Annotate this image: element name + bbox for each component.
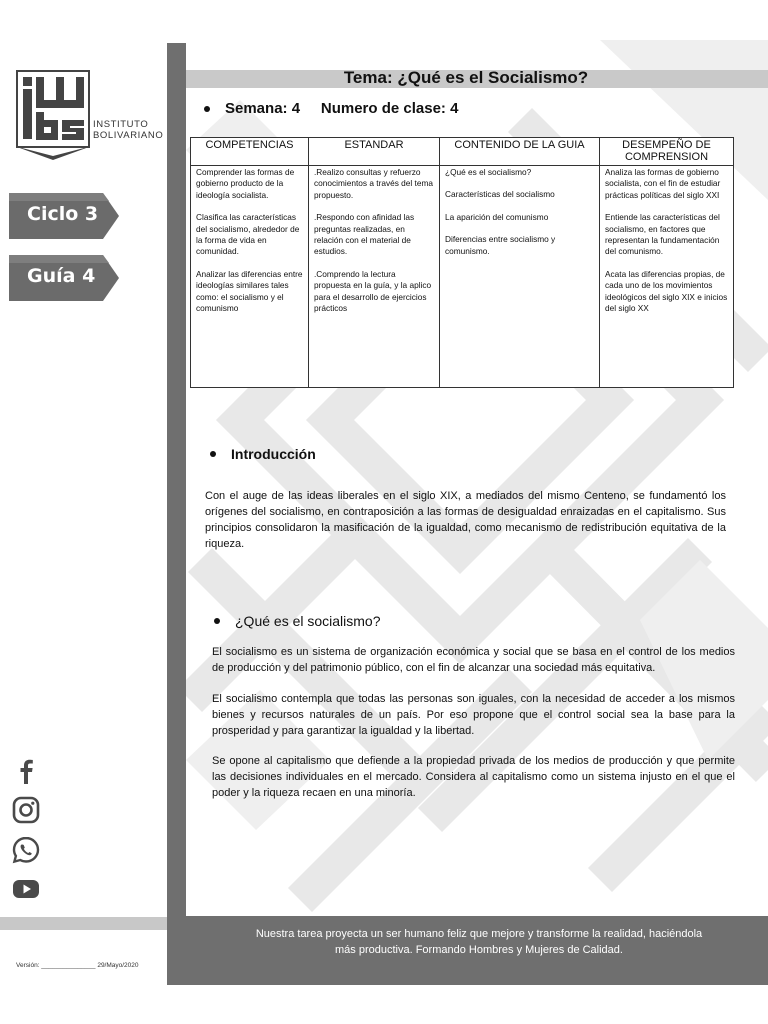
cell-estandar (309, 166, 440, 388)
intro-paragraph: Con el auge de las ideas liberales en el siglo XIX, a mediados del mismo Centeno, se fundamentó los orígenes del socialismo, en contraposición a las formas de desigualdad enraizadas en el capitalismo. Sus principios consolidaron la masificación de la igualdad, como mecanismo de redistribución equitativa de la riqueza. (205, 490, 726, 550)
sidebar-bottom-band (0, 917, 168, 930)
instagram-icon[interactable] (11, 795, 41, 825)
header-competencias: COMPETENCIAS (191, 138, 309, 166)
section-paragraph-1: El socialismo es un sistema de organización económica y social que se basa en el control de los medios de producción y del patrimonio público, con el fin de alcanzar una sociedad más equitativa. (212, 646, 735, 674)
section-heading (214, 613, 381, 629)
list-item: La aparición del comunismo (445, 211, 549, 222)
list-item: .Respondo con afinidad las preguntas realizadas, en relación con el material de estudios. (314, 212, 415, 257)
list-item: Clasifica las características del socialismo, alrededor de la forma de vida en comunidad. (196, 212, 300, 257)
intro-heading (210, 446, 316, 462)
page-title: Tema: ¿Qué es el Socialismo? (343, 68, 589, 87)
list-item: Comprender las formas de gobierno producto de la ideología socialista. (196, 167, 295, 200)
week-line (204, 100, 458, 117)
table-row (191, 166, 734, 388)
list-item: ¿Qué es el socialismo? (445, 167, 532, 177)
institute-name (93, 119, 163, 141)
header-contenido: CONTENIDO DE LA GUIA (440, 138, 600, 166)
bullet-icon (210, 451, 216, 457)
list-item: Diferencias entre socialismo y comunismo. (445, 234, 556, 256)
competencies-table (190, 137, 734, 388)
footer-motto (186, 926, 768, 958)
list-item: .Comprendo la lectura propuesta en la guía, y la aplico para el desarrollo de ejercicios prácticos (314, 268, 432, 314)
table-header-row (191, 138, 734, 166)
version-text: Versión: _______________ 29/Mayo/2020 (16, 962, 139, 969)
list-item: Entiende las características del socialismo, en factores que representan la fundamentación del comunismo. (605, 212, 720, 257)
facebook-icon[interactable] (11, 756, 41, 786)
header-estandar: ESTANDAR (309, 138, 440, 166)
list-item: Analizar las diferencias entre ideologías similares tales como: el socialismo y el comunismo (196, 268, 303, 314)
list-item: Analiza las formas de gobierno socialista, con el fin de estudiar prácticas políticas del siglo XXI (605, 167, 721, 200)
week-text: Semana: 4 Numero de clase: 4 (225, 100, 459, 117)
list-item: Características del socialismo (445, 189, 555, 200)
bullet-icon (214, 618, 220, 624)
footer-line-2: más productiva. Formando Hombres y Mujeres de Calidad. (335, 944, 623, 956)
whatsapp-icon[interactable] (11, 835, 41, 865)
tab-guia-label: Guía 4 (27, 265, 96, 287)
cell-desempeno (600, 166, 734, 388)
section-paragraph-2: El socialismo contempla que todas las personas son iguales, con la necesidad de acceder a los mismos bienes y recursos naturales de un país. Por eso propone que el control social sea la base para la prosperidad y para garantizar la igualdad y la libertad. (212, 693, 735, 737)
tab-ciclo[interactable] (9, 193, 119, 239)
cell-competencias (191, 166, 309, 388)
logo-line-2: BOLIVARIANO (93, 130, 164, 141)
logo-line-1: INSTITUTO (93, 119, 149, 130)
tab-ciclo-label: Ciclo 3 (27, 203, 99, 225)
tab-guia[interactable] (9, 255, 119, 301)
bullet-icon (204, 106, 210, 112)
list-item: .Realizo consultas y refuerzo conocimientos a través del tema propuesto. (314, 167, 433, 200)
intro-heading-text: Introducción (231, 446, 316, 462)
section-heading-text: ¿Qué es el socialismo? (235, 613, 381, 629)
section-paragraph-3: Se opone al capitalismo que defiende a la propiedad privada de los medios de producción y que permite las decisiones individuales en el mercado. Considera al capitalismo como un sistema injusto en el que el poder y la riqueza recaen en una minoría. (212, 755, 735, 799)
header-desempeno: DESEMPEÑO DE COMPRENSION (600, 138, 734, 166)
youtube-icon[interactable] (11, 874, 41, 904)
cell-contenido (440, 166, 600, 388)
list-item: Acata las diferencias propias, de cada uno de los movimientos ideológicos del siglo XIX e inicios del siglo XX (605, 268, 728, 314)
institute-logo (16, 70, 166, 162)
sidebar-divider (167, 43, 186, 985)
footer-line-1: Nuestra tarea proyecta un ser humano feliz que mejore y transforme la realidad, haciéndola (255, 928, 703, 940)
